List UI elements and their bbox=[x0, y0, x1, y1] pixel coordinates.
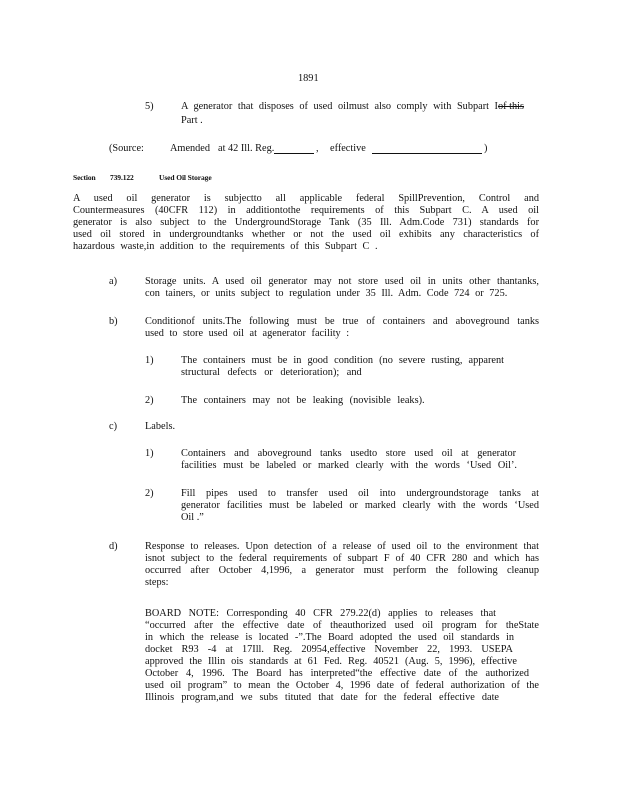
item-b-line: used to store used oil at agenerator facility : bbox=[145, 328, 350, 339]
item-c-label: c) bbox=[109, 421, 117, 432]
item-d-text bbox=[145, 541, 539, 589]
intro-line: hazardous waste,in addition to the requirements of this Subpart C . bbox=[73, 241, 378, 252]
intro-line: generator is also subject to the UndergroundStorage Tank (35 Ill. Adm.Code 731) standards for bbox=[73, 217, 539, 228]
item-d-label: d) bbox=[109, 541, 118, 552]
item-c1-line: facilities must be labeled or marked clearly with the words ‘Used Oil’. bbox=[181, 460, 517, 471]
item-b1-line: The containers must be in good condition (no severe rusting, apparent bbox=[181, 355, 504, 366]
source-comma: , bbox=[316, 143, 319, 154]
source-amended: Amended bbox=[170, 143, 211, 154]
item-c1-text bbox=[181, 448, 517, 472]
item-d-line: isnot subject to the federal requirements of subpart F of 40 CFR 280 and which has bbox=[145, 553, 539, 564]
item-5-text: A generator that disposes of used oilmust also comply with Subpart I bbox=[181, 101, 498, 112]
source-reg-blank bbox=[274, 143, 314, 154]
source-effective: effective bbox=[330, 143, 366, 154]
item-d-line: occurred after October 4,1996, a generator must perform the following cleanup bbox=[145, 565, 539, 576]
source-prefix: (Source: bbox=[109, 143, 144, 154]
item-c2-text bbox=[181, 488, 539, 524]
item-b-label: b) bbox=[109, 316, 118, 327]
item-a-line: Storage units. A used oil generator may not store used oil in units other thantanks, bbox=[145, 276, 539, 287]
item-c2-label: 2) bbox=[145, 488, 154, 499]
page-number: 1891 bbox=[298, 73, 319, 84]
item-b-line: Conditionof units.The following must be true of containers and aboveground tanks bbox=[145, 316, 539, 327]
board-note-line: BOARD NOTE: Corresponding 40 CFR 279.22(d) applies to releases that bbox=[145, 608, 496, 619]
board-note-line: approved the Illin ois standards at 61 Fed. Reg. 40521 (Aug. 5, 1996), effective bbox=[145, 656, 517, 667]
board-note-line: “occurred after the effective date of theauthorized used oil program for theState bbox=[145, 620, 539, 631]
source-date-blank bbox=[372, 143, 482, 154]
item-c2-line: generator facilities must be labeled or marked clearly with the words ‘Used bbox=[181, 500, 539, 511]
item-c-title: Labels. bbox=[145, 421, 176, 432]
board-note-line: October 4, 1996. The Board has interpreted“the effective date of the authorized bbox=[145, 668, 529, 679]
intro-line: A used oil generator is subjectto all applicable federal SpillPrevention, Control and bbox=[73, 193, 539, 204]
item-c1-line: Containers and aboveground tanks usedto store used oil at generator bbox=[181, 448, 517, 459]
item-a-text bbox=[145, 276, 539, 300]
board-note-line: in which the release is located -”.The Board adopted the used oil standards in bbox=[145, 632, 514, 643]
item-a-line: con tainers, or units subject to regulation under 35 Ill. Adm. Code 724 or 725. bbox=[145, 288, 508, 299]
item-b2-text: The containers may not be leaking (novisible leaks). bbox=[181, 395, 425, 406]
item-b-text bbox=[145, 316, 539, 340]
board-note bbox=[145, 608, 539, 704]
item-b1-label: 1) bbox=[145, 355, 154, 366]
item-c2-line: Oil .” bbox=[181, 512, 204, 523]
item-a-label: a) bbox=[109, 276, 117, 287]
section-label: Section bbox=[73, 173, 96, 182]
source-close: ) bbox=[484, 143, 488, 154]
item-c2-line: Fill pipes used to transfer used oil into undergroundstorage tanks at bbox=[181, 488, 539, 499]
section-title: Used Oil Storage bbox=[159, 173, 212, 182]
item-d-line: steps: bbox=[145, 577, 169, 588]
section-number: 739.122 bbox=[110, 173, 134, 182]
board-note-line: docket R93 -4 at 17Ill. Reg. 20954,effective November 22, 1993. USEPA bbox=[145, 644, 513, 655]
item-5-line-1 bbox=[181, 101, 544, 113]
item-c1-label: 1) bbox=[145, 448, 154, 459]
item-b2-label: 2) bbox=[145, 395, 154, 406]
item-b1-line: structural defects or deterioration); and bbox=[181, 367, 362, 378]
item-d-line: Response to releases. Upon detection of a release of used oil to the environment that bbox=[145, 541, 539, 552]
intro-paragraph bbox=[73, 193, 539, 253]
item-b1-text bbox=[181, 355, 504, 379]
item-5-line-2: Part . bbox=[181, 115, 203, 126]
board-note-line: used oil program” to mean the October 4, 1996 date of federal authorization of the bbox=[145, 680, 539, 691]
source-at: at 42 Ill. Reg. bbox=[218, 143, 275, 154]
item-5-struck-text: of this bbox=[497, 101, 525, 112]
intro-line: Countermeasures (40CFR 112) in additiontothe requirements of this Subpart C. A used oil bbox=[73, 205, 539, 216]
intro-line: used oil stored in undergroundtanks whether or not the used oil exhibits any characteristics of bbox=[73, 229, 539, 240]
item-5-label: 5) bbox=[145, 101, 154, 112]
board-note-line: Illinois program,and we subs tituted that date for the federal effective date bbox=[145, 692, 499, 703]
